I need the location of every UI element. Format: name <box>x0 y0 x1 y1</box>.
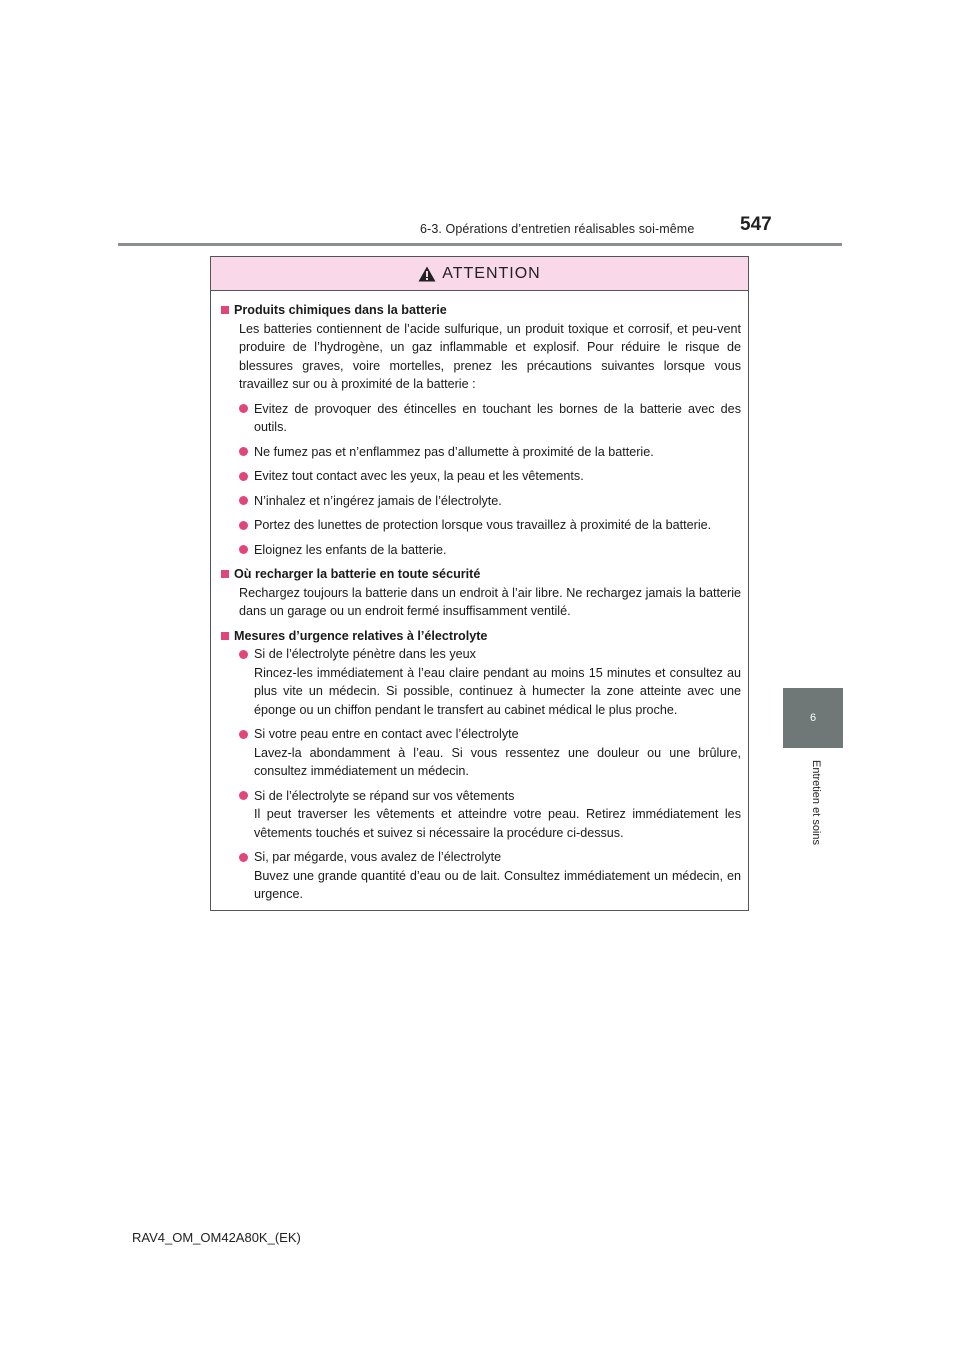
circle-bullet-icon <box>239 545 248 554</box>
list-item <box>239 787 741 843</box>
list-item: N’inhalez et n’ingérez jamais de l’électrolyte. <box>239 492 741 511</box>
header-rule <box>118 243 842 246</box>
square-bullet-icon <box>221 632 229 640</box>
list-item <box>239 725 741 781</box>
list-item: Ne fumez pas et n’enflammez pas d’allumette à proximité de la batterie. <box>239 443 741 462</box>
list-item-title: Si de l’électrolyte se répand sur vos vêtements <box>254 788 515 803</box>
attention-title: ATTENTION <box>442 264 541 282</box>
attention-box <box>210 256 749 911</box>
circle-bullet-icon <box>239 472 248 481</box>
section-heading: Produits chimiques dans la batterie <box>221 301 741 320</box>
list-item: Eloignez les enfants de la batterie. <box>239 541 741 560</box>
circle-bullet-icon <box>239 791 248 800</box>
list-item: Evitez de provoquer des étincelles en touchant les bornes de la batterie avec des outils. <box>239 400 741 437</box>
list-item-title: Si de l’électrolyte pénètre dans les yeux <box>254 647 476 661</box>
list-item-text: Rincez-les immédiatement à l’eau claire pendant au moins 15 minutes et consultez au plus vite un médecin. Si possible, continuez à humecter la zone atteinte avec une éponge ou un chiffon pendant le transfert au cabinet médical le plus proche. <box>254 665 741 717</box>
circle-bullet-icon <box>239 730 248 739</box>
circle-bullet-icon <box>239 650 248 659</box>
circle-bullet-icon <box>239 404 248 413</box>
warning-triangle-icon <box>418 266 436 282</box>
section-paragraph: Rechargez toujours la batterie dans un endroit à l’air libre. Ne rechargez jamais la batterie dans un garage ou un endroit fermé insuffisamment ventilé. <box>239 585 741 618</box>
chapter-tab: 6 <box>783 688 843 748</box>
circle-bullet-icon <box>239 521 248 530</box>
square-bullet-icon <box>221 570 229 578</box>
document-code: RAV4_OM_OM42A80K_(EK) <box>132 1230 301 1245</box>
circle-bullet-icon <box>239 496 248 505</box>
list-item-title: Si votre peau entre en contact avec l’électrolyte <box>254 727 519 741</box>
attention-body <box>211 291 748 904</box>
section-heading: Mesures d’urgence relatives à l’électrolyte <box>221 627 741 646</box>
circle-bullet-icon <box>239 853 248 862</box>
section-heading: Où recharger la batterie en toute sécurité <box>221 565 741 584</box>
list-item: Evitez tout contact avec les yeux, la peau et les vêtements. <box>239 467 741 486</box>
square-bullet-icon <box>221 306 229 314</box>
list-item-title: Si, par mégarde, vous avalez de l’électrolyte <box>254 850 502 864</box>
list-item-text: Buvez une grande quantité d’eau ou de lait. Consultez immédiatement un médecin, en urgence. <box>254 868 741 901</box>
page-number: 547 <box>740 214 772 235</box>
list-item-text: Lavez-la abondamment à l’eau. Si vous ressentez une douleur ou une brûlure, consultez immédiatement un médecin. <box>254 745 741 778</box>
list-item-text: Il peut traverser les vêtements et atteindre votre peau. Retirez immédiatement les vêtements touchés et suivez si nécessaire la procédure ci-dessus. <box>254 807 741 840</box>
section-title: 6-3. Opérations d’entretien réalisables soi-même <box>420 222 695 236</box>
section-paragraph: Les batteries contiennent de l’acide sulfurique, un produit toxique et corrosif, et peu-vent produire de l’hydrogène, un gaz inflammable et explosif. Pour réduire le risque de blessures graves, voire mortelles, prenez les précautions suivantes lorsque vous travaillez sur ou à proximité de la batterie : <box>239 321 741 391</box>
attention-header <box>211 257 748 291</box>
list-item <box>239 645 741 719</box>
list-item <box>239 848 741 904</box>
chapter-label: Entretien et soins <box>810 760 822 845</box>
circle-bullet-icon <box>239 447 248 456</box>
list-item: Portez des lunettes de protection lorsque vous travaillez à proximité de la batterie. <box>239 516 741 535</box>
